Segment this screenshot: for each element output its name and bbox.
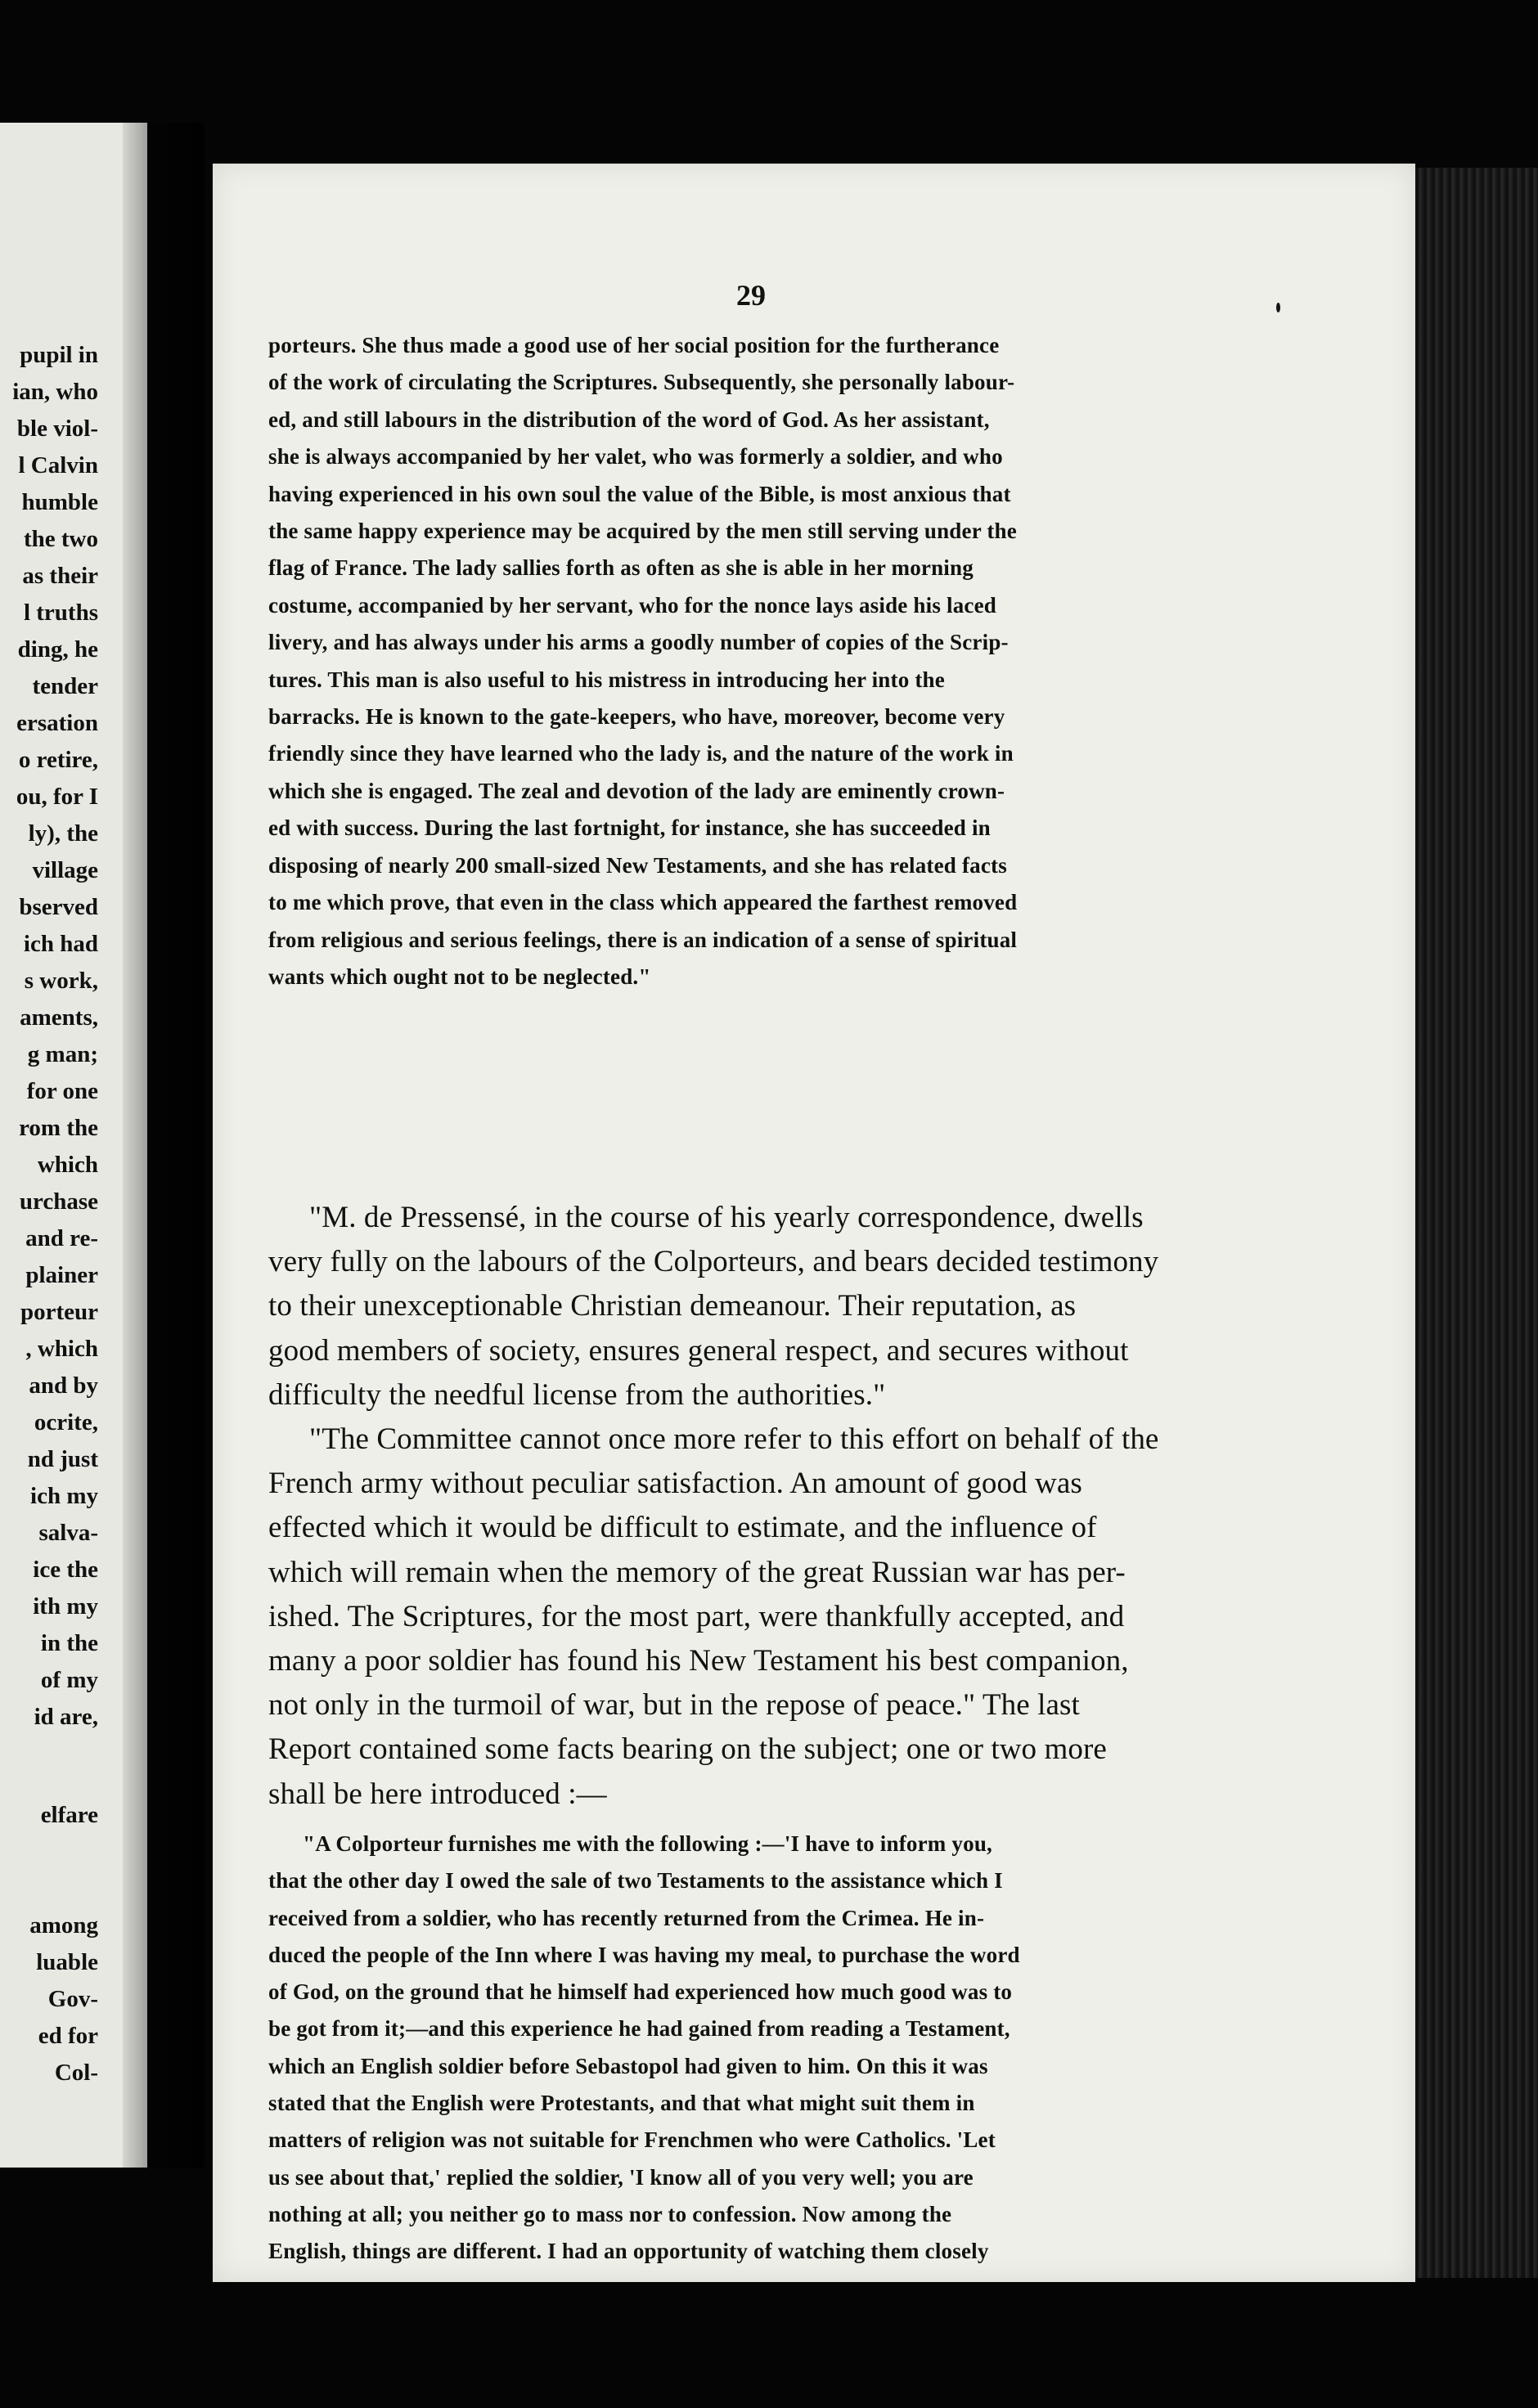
- left-page-line: the two: [23, 526, 98, 552]
- second-paragraph: [268, 1196, 1315, 1817]
- paragraph-line: Report contained some facts bearing on the subject; one or two more: [268, 1732, 1107, 1767]
- left-page-line: village: [32, 857, 98, 883]
- paragraph-line: livery, and has always under his arms a goodly number of copies of the Scrip-: [268, 630, 1009, 655]
- left-page-line: Col-: [54, 2060, 98, 2086]
- paragraph-line: she is always accompanied by her valet, who was formerly a soldier, and who: [268, 444, 1003, 469]
- paragraph-line: us see about that,' replied the soldier, 'I know all of you very well; you are: [268, 2164, 974, 2190]
- left-page-line: ich had: [23, 931, 98, 957]
- paragraph-line: tures. This man is also useful to his mistress in introducing her into the: [268, 667, 945, 692]
- paragraph-line: porteurs. She thus made a good use of her social position for the furtherance: [268, 333, 1000, 357]
- main-page: [213, 164, 1415, 2282]
- paragraph-line: that the other day I owed the sale of two Testaments to the assistance which I: [268, 1868, 1003, 1894]
- third-paragraph: [268, 1826, 1315, 2271]
- page-number: 29: [736, 279, 766, 312]
- paragraph-line: which she is engaged. The zeal and devotion of the lady are eminently crown-: [268, 778, 1005, 803]
- paragraph-line: French army without peculiar satisfaction. An amount of good was: [268, 1467, 1082, 1501]
- paragraph-line: stated that the English were Protestants, and that what might suit them in: [268, 2091, 975, 2116]
- paragraph-line: many a poor soldier has found his New Testament his best companion,: [268, 1644, 1129, 1678]
- paragraph-line: ed, and still labours in the distribution of the word of God. As her assistant,: [268, 407, 990, 432]
- paragraph-line: friendly since they have learned who the lady is, and the nature of the work in: [268, 741, 1014, 766]
- left-page-line: bserved: [19, 894, 98, 920]
- paragraph-line: matters of religion was not suitable for Frenchmen who were Catholics. 'Let: [268, 2127, 996, 2153]
- left-page-line: , which: [25, 1336, 98, 1362]
- paragraph-line: from religious and serious feelings, there is an indication of a sense of spiritual: [268, 927, 1018, 952]
- paragraph-line: shall be here introduced :—: [268, 1777, 607, 1811]
- left-page-line: ed for: [38, 2023, 98, 2049]
- paragraph-line: difficulty the needful license from the authorities.": [268, 1377, 886, 1412]
- left-page-line: ich my: [30, 1483, 98, 1509]
- right-page-edges: [1415, 168, 1538, 2278]
- paragraph-line: nothing at all; you neither go to mass nor to confession. Now among the: [268, 2201, 952, 2226]
- paragraph-line: "M. de Pressensé, in the course of his yearly correspondence, dwells: [309, 1201, 1144, 1234]
- paragraph-line: not only in the turmoil of war, but in the repose of peace." The last: [268, 1688, 1080, 1723]
- left-page-line: l Calvin: [18, 452, 98, 478]
- left-page-line: and re-: [25, 1225, 98, 1251]
- left-page-line: among: [29, 1912, 98, 1939]
- paragraph-line: "A Colporteur furnishes me with the following :—'I have to inform you,: [303, 1831, 992, 1856]
- left-page-line: in the: [40, 1630, 98, 1656]
- left-page-line: aments,: [20, 1004, 98, 1031]
- binding-shadow: [123, 123, 205, 2168]
- left-page-line: o retire,: [18, 747, 98, 773]
- left-page-line: Gov-: [47, 1986, 98, 2012]
- paragraph-line: the same happy experience may be acquired by the men still serving under the: [268, 519, 1017, 544]
- left-page-line: luable: [36, 1949, 98, 1975]
- left-page-line: pupil in: [20, 342, 98, 368]
- paragraph-line: which will remain when the memory of the great Russian war has per-: [268, 1555, 1126, 1589]
- first-paragraph: [268, 327, 1315, 995]
- paragraph-line: disposing of nearly 200 small-sized New Testaments, and she has related facts: [268, 852, 1007, 878]
- left-page-line: of my: [40, 1667, 98, 1693]
- left-page-line: l truths: [23, 600, 98, 626]
- left-page-line: porteur: [20, 1299, 98, 1325]
- print-speck: [1276, 303, 1280, 312]
- left-page-line: for one: [26, 1078, 98, 1104]
- left-page-line: rom the: [19, 1115, 98, 1141]
- paragraph-line: effected which it would be difficult to estimate, and the influence of: [268, 1511, 1097, 1545]
- left-page-line: tender: [32, 673, 98, 699]
- paragraph-line: having experienced in his own soul the value of the Bible, is most anxious that: [268, 481, 1011, 506]
- paragraph-line: duced the people of the Inn where I was having my meal, to purchase the word: [268, 1942, 1020, 1967]
- left-page-line: which: [37, 1152, 98, 1178]
- left-page-line: ith my: [33, 1593, 98, 1620]
- left-page-line: plainer: [25, 1262, 98, 1288]
- paragraph-line: be got from it;—and this experience he had gained from reading a Testament,: [268, 2016, 1010, 2042]
- paragraph-line: ed with success. During the last fortnight, for instance, she has succeeded in: [268, 815, 991, 841]
- left-page-line: ly), the: [28, 820, 98, 847]
- left-page-line: as their: [22, 563, 98, 589]
- left-page-line: ocrite,: [34, 1409, 98, 1435]
- paragraph-line: ished. The Scriptures, for the most part, were thankfully accepted, and: [268, 1599, 1125, 1633]
- left-page-line: s work,: [24, 968, 98, 994]
- left-page-line: humble: [21, 489, 98, 515]
- paragraph-line: wants which ought not to be neglected.": [268, 964, 651, 989]
- paragraph-line: barracks. He is known to the gate-keepers, who have, moreover, become very: [268, 704, 1005, 730]
- left-page-line: elfare: [40, 1802, 98, 1828]
- paragraph-line: flag of France. The lady sallies forth as often as she is able in her morning: [268, 555, 974, 581]
- left-page-line: salva-: [38, 1520, 98, 1546]
- left-page-line: nd just: [27, 1446, 98, 1472]
- left-page-line: ou, for I: [16, 784, 98, 810]
- paragraph-line: very fully on the labours of the Colporteurs, and bears decided testimony: [268, 1245, 1159, 1279]
- paragraph-line: English, things are different. I had an opportunity of watching them closely: [268, 2239, 989, 2264]
- left-page-line: and by: [29, 1372, 98, 1399]
- left-page-line: urchase: [19, 1188, 98, 1215]
- paragraph-line: good members of society, ensures general respect, and secures without: [268, 1333, 1129, 1368]
- left-page-line: g man;: [27, 1041, 98, 1067]
- paragraph-line: of the work of circulating the Scriptures. Subsequently, she personally labour-: [268, 370, 1015, 395]
- left-page-line: ian, who: [12, 379, 98, 405]
- left-page-line: ice the: [33, 1557, 98, 1583]
- left-page-line: ersation: [16, 710, 98, 736]
- paragraph-line: to me which prove, that even in the class which appeared the farthest removed: [268, 890, 1018, 915]
- left-page-line: ble viol-: [16, 416, 98, 442]
- left-page-line: id are,: [34, 1704, 98, 1730]
- paragraph-line: received from a soldier, who has recently returned from the Crimea. He in-: [268, 1905, 985, 1930]
- paragraph-line: "The Committee cannot once more refer to this effort on behalf of the: [309, 1422, 1159, 1457]
- paragraph-line: of God, on the ground that he himself had experienced how much good was to: [268, 1979, 1013, 2005]
- paragraph-line: to their unexceptionable Christian demeanour. Their reputation, as: [268, 1289, 1077, 1323]
- paragraph-line: costume, accompanied by her servant, who for the nonce lays aside his laced: [268, 592, 996, 618]
- left-page-line: ding, he: [17, 636, 98, 663]
- paragraph-line: which an English soldier before Sebastopol had given to him. On this it was: [268, 2053, 988, 2078]
